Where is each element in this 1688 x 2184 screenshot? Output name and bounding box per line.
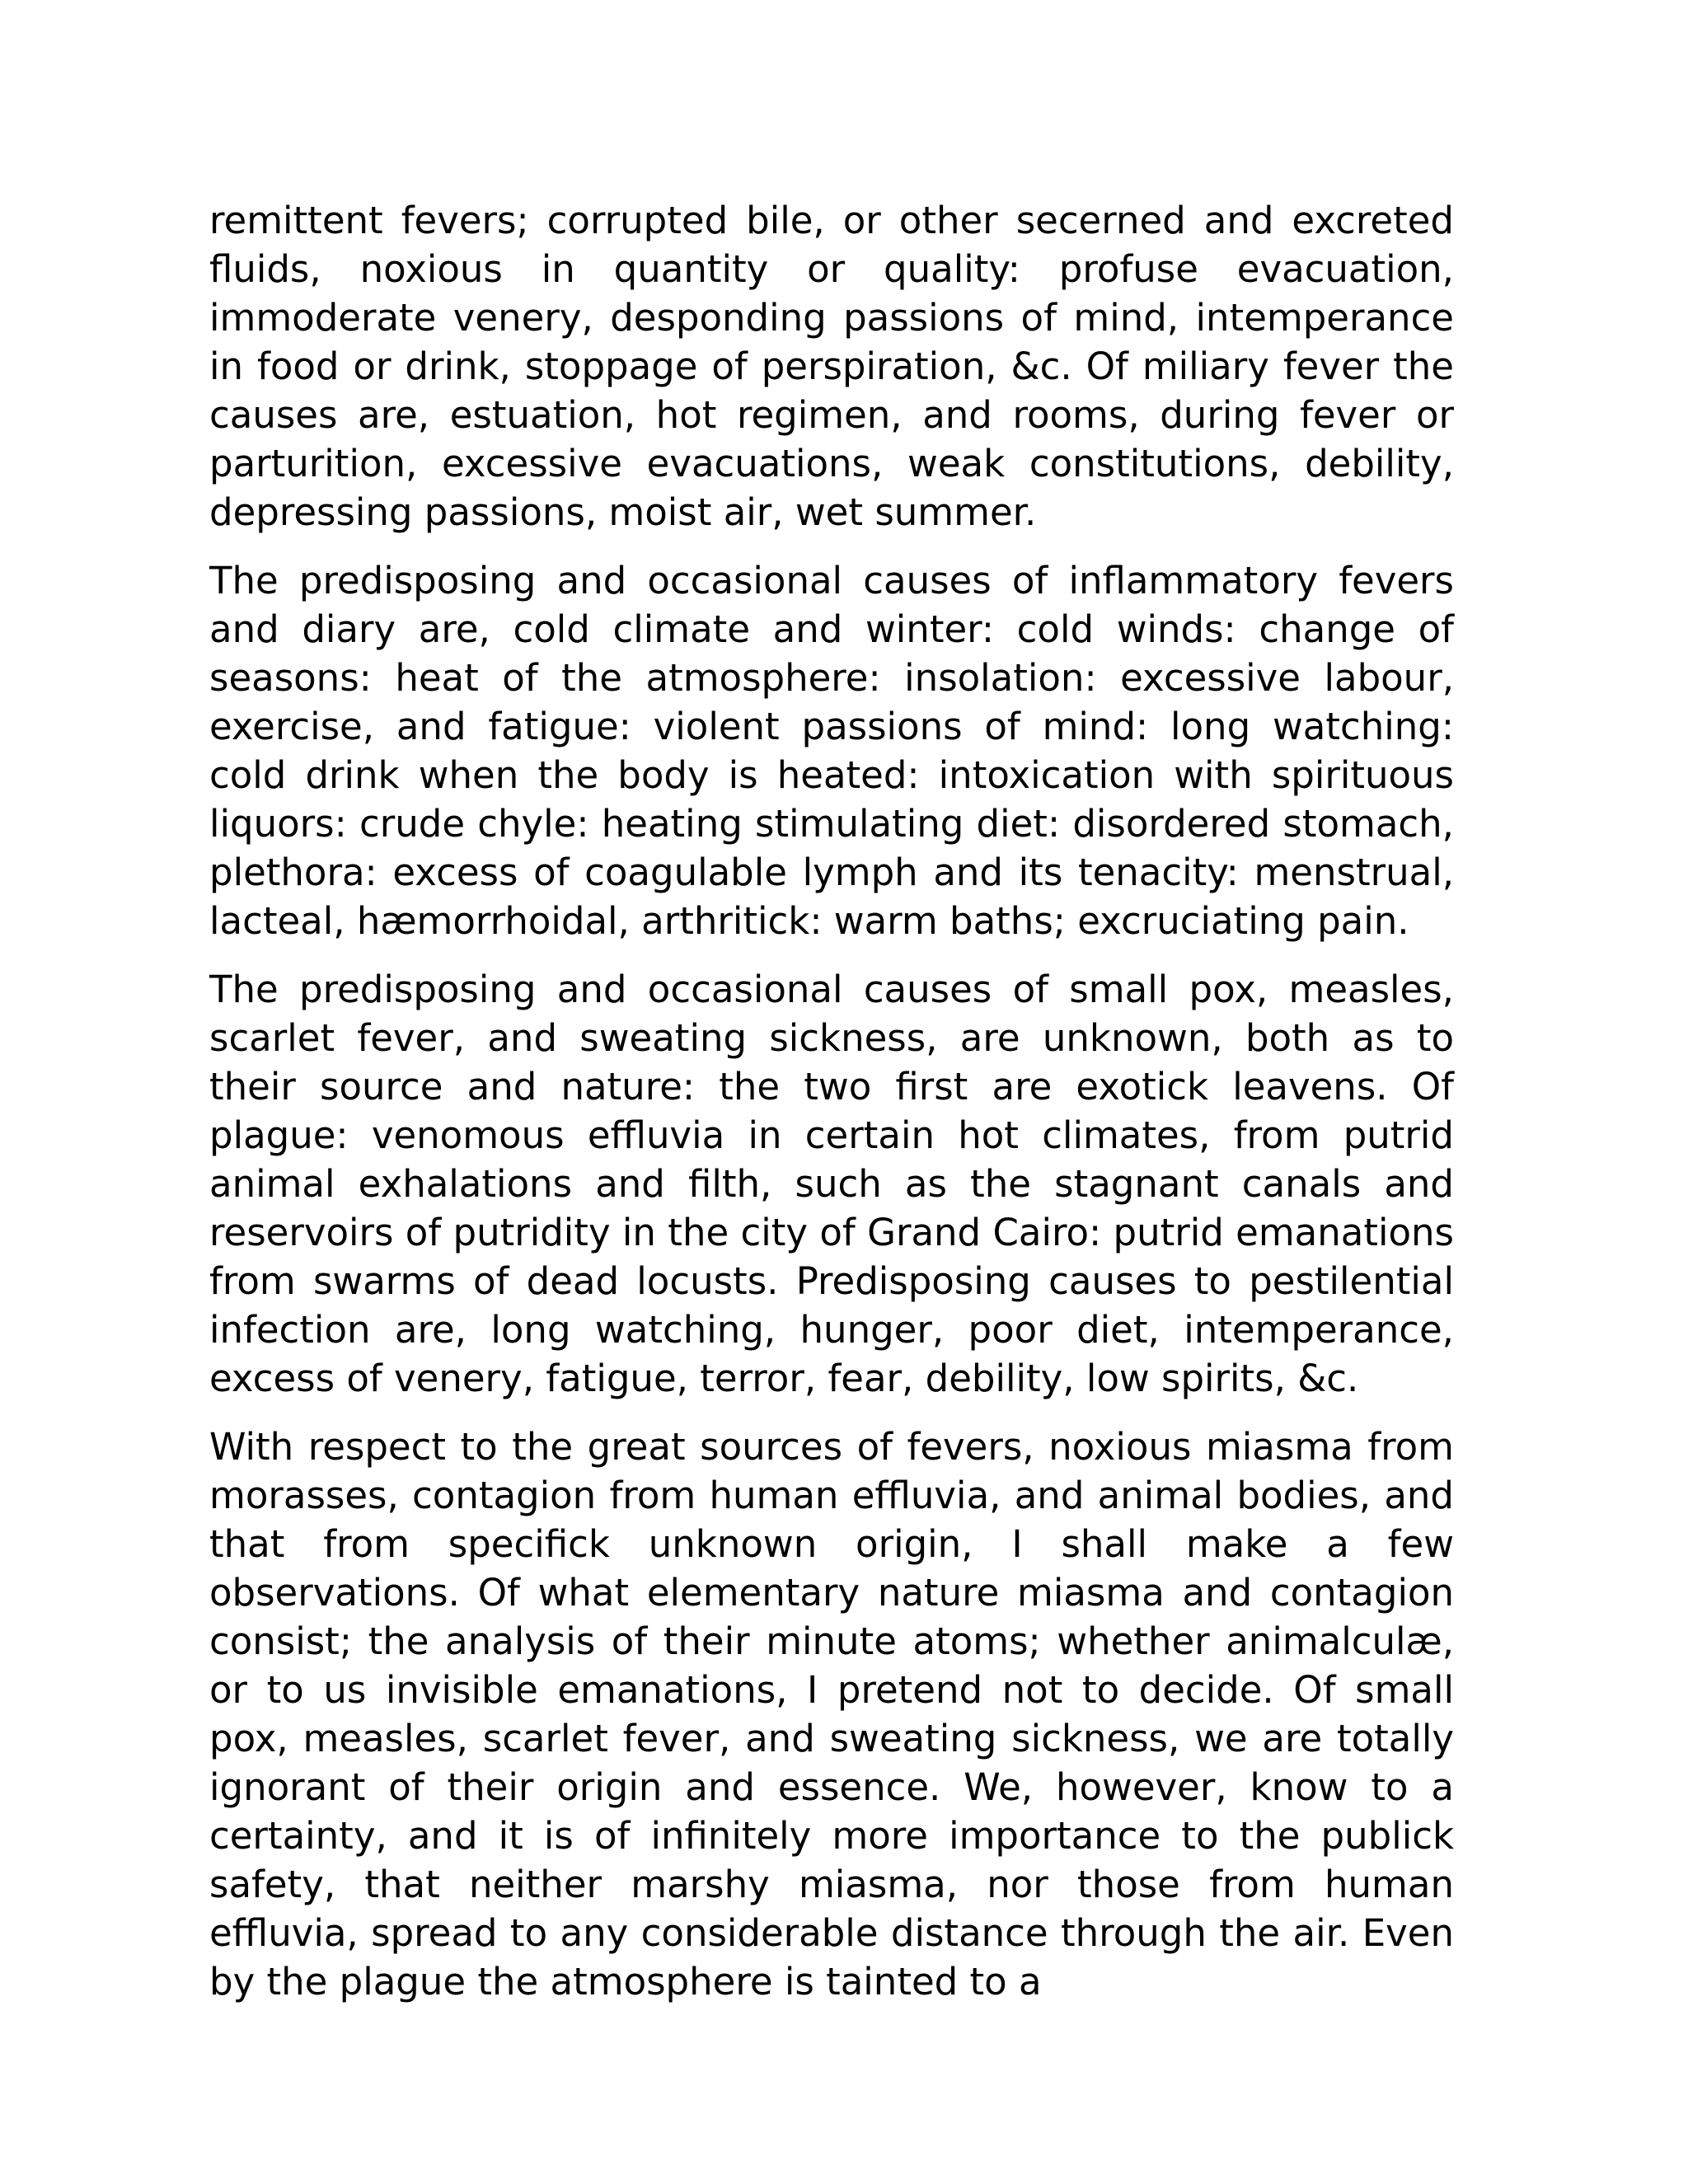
paragraph-1: remittent fevers; corrupted bile, or other secerned and excreted fluids, noxious in quantity or quality: profuse evacuation, immoderate venery, desponding passions of mind, intemperance in food or drink, stoppage of perspiration, &c. Of miliary fever the causes are, estuation, hot regimen, and rooms, during fever or parturition, excessive evacuations, weak constitutions, debility, depressing passions, moist air, wet summer. — [209, 199, 1454, 534]
paragraph-4: With respect to the great sources of fevers, noxious miasma from morasses, contagion from human effluvia, and animal bodies, and that from specifick unknown origin, I shall make a few observations. Of what elementary nature miasma and contagion consist; the analysis of their minute atoms; whether animalculæ, or to us invisible emanations, I pretend not to decide. Of small pox, measles, scarlet fever, and sweating sickness, we are totally ignorant of their origin and essence. We, however, know to a certainty, and it is of infinitely more importance to the publick safety, that neither marshy miasma, nor those from human effluvia, spread to any considerable distance through the air. Even by the plague the atmosphere is tainted to a — [209, 1425, 1454, 2004]
paragraph-2: The predisposing and occasional causes of inflammatory fevers and diary are, cold climate and winter: cold winds: change of seasons: heat of the atmosphere: insolation: excessive labour, exercise, and fatigue: violent passions of mind: long watching: cold drink when the body is heated: intoxication with spirituous liquors: crude chyle: heating stimulating diet: disordered stomach, plethora: excess of coagulable lymph and its tenacity: menstrual, lacteal, hæmorrhoidal, arthritick: warm baths; excruciating pain. — [209, 559, 1454, 943]
paragraph-3: The predisposing and occasional causes of small pox, measles, scarlet fever, and sweating sickness, are unknown, both as to their source and nature: the two first are exotick leavens. Of plague: venomous effluvia in certain hot climates, from putrid animal exhalations and filth, such as the stagnant canals and reservoirs of putridity in the city of Grand Cairo: putrid emanations from swarms of dead locusts. Predisposing causes to pestilential infection are, long watching, hunger, poor diet, intemperance, excess of venery, fatigue, terror, fear, debility, low spirits, &c. — [209, 968, 1454, 1400]
document-page — [209, 196, 1454, 2026]
